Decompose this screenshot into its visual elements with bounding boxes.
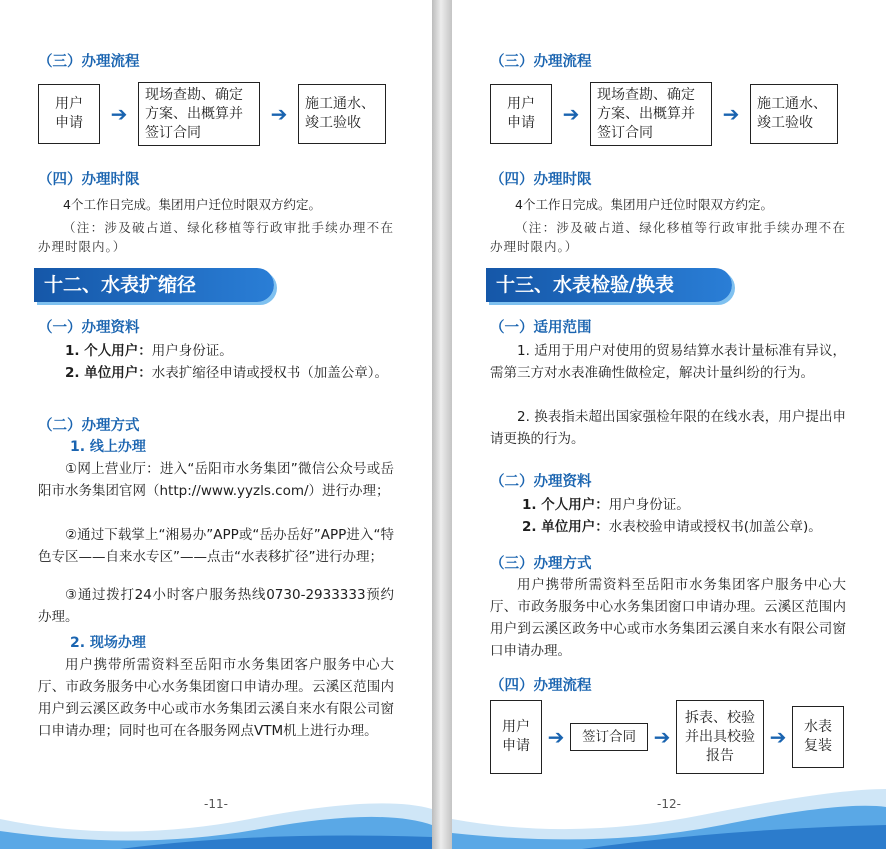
paragraph: 1. 适用于用户对使用的贸易结算水表计量标准有异议，需第三方对水表准确性做检定，解决计量纠纷的行为。 <box>490 343 846 381</box>
section-title: （二）办理资料 <box>490 474 592 490</box>
paragraph: 4个工作日完成。集团用户迁位时限双方约定。 <box>63 197 321 212</box>
paragraph: 2. 换表指未超出国家强检年限的在线水表，用户提出申请更换的行为。 <box>490 409 846 447</box>
list-item: 1. 个人用户：用户身份证。 <box>522 497 690 513</box>
flow-step: 拆表、校验 并出具校验 报告 <box>676 700 764 774</box>
process-flow <box>490 700 844 774</box>
right-arrow-icon: ➔ <box>562 102 580 126</box>
flow-step: 现场查勘、确定方案、出概算并签订合同 <box>138 82 260 146</box>
flow-step: 用户 申请 <box>490 84 552 144</box>
list-item: 1. 个人用户：用户身份证。 <box>65 343 233 359</box>
section-title: （四）办理时限 <box>490 172 592 188</box>
page-11 <box>0 0 432 849</box>
subsection-title: 1. 线上办理 <box>70 439 146 455</box>
paragraph: 用户携带所需资料至岳阳市水务集团客户服务中心大厅、市政务服务中心水务集团窗口申请办理。云溪区范围内用户到云溪区政务中心或市水务集团云溪自来水有限公司窗口申请办理；同时也可在各服务网点VTM机上进行办理。 <box>38 657 394 739</box>
right-arrow-icon: ➔ <box>722 102 740 126</box>
right-arrow-icon: ➔ <box>769 725 787 749</box>
chapter-banner: 十二、水表扩缩径 <box>34 268 274 302</box>
wave-decoration <box>0 789 432 849</box>
section-title: （四）办理流程 <box>490 678 592 694</box>
paragraph: 用户携带所需资料至岳阳市水务集团客户服务中心大厅、市政务服务中心水务集团窗口申请办理。云溪区范围内用户到云溪区政务中心或市水务集团云溪自来水有限公司窗口申请办理。 <box>490 577 846 659</box>
section-title: （一）适用范围 <box>490 320 592 336</box>
book-gutter <box>432 0 452 849</box>
flow-step: 用户 申请 <box>38 84 100 144</box>
note: （注：涉及破占道、绿化移植等行政审批手续办理不在办理时限内。） <box>38 220 394 254</box>
right-arrow-icon: ➔ <box>270 102 288 126</box>
flow-step: 签订合同 <box>570 723 648 751</box>
right-arrow-icon: ➔ <box>110 102 128 126</box>
list-item: 2. 单位用户：水表校验申请或授权书(加盖公章)。 <box>522 519 822 535</box>
process-flow <box>490 82 838 146</box>
wave-decoration <box>452 779 886 849</box>
flow-step: 施工通水、竣工验收 <box>298 84 386 144</box>
right-arrow-icon: ➔ <box>653 725 671 749</box>
page-number: -12- <box>657 797 681 811</box>
right-arrow-icon: ➔ <box>547 725 565 749</box>
paragraph: ③通过拨打24小时客户服务热线0730-2933333预约办理。 <box>38 587 394 625</box>
page-12 <box>452 0 886 849</box>
subsection-title: 2. 现场办理 <box>70 635 146 651</box>
flow-step: 用户 申请 <box>490 700 542 774</box>
flow-step: 水表 复装 <box>792 706 844 768</box>
list-item: 2. 单位用户：水表扩缩径申请或授权书（加盖公章）。 <box>65 365 388 381</box>
section-title: （一）办理资料 <box>38 320 140 336</box>
section-title: （二）办理方式 <box>38 418 140 434</box>
paragraph: 4个工作日完成。集团用户迁位时限双方约定。 <box>515 197 773 212</box>
flow-step: 施工通水、竣工验收 <box>750 84 838 144</box>
process-flow <box>38 82 386 146</box>
section-title: （三）办理流程 <box>490 54 592 70</box>
page-number: -11- <box>204 797 228 811</box>
paragraph: ①网上营业厅：进入“岳阳市水务集团”微信公众号或岳阳市水务集团官网（http://www.yyzls.com/）进行办理； <box>38 461 394 499</box>
chapter-banner: 十三、水表检验/换表 <box>486 268 732 302</box>
section-title: （四）办理时限 <box>38 172 140 188</box>
paragraph: ②通过下载掌上“湘易办”APP或“岳办岳好”APP进入“特色专区——自来水专区”——点击“水表移扩径”进行办理； <box>38 527 394 565</box>
section-title: （三）办理流程 <box>38 54 140 70</box>
note: （注：涉及破占道、绿化移植等行政审批手续办理不在办理时限内。） <box>490 220 846 254</box>
section-title: （三）办理方式 <box>490 556 592 572</box>
flow-step: 现场查勘、确定方案、出概算并签订合同 <box>590 82 712 146</box>
